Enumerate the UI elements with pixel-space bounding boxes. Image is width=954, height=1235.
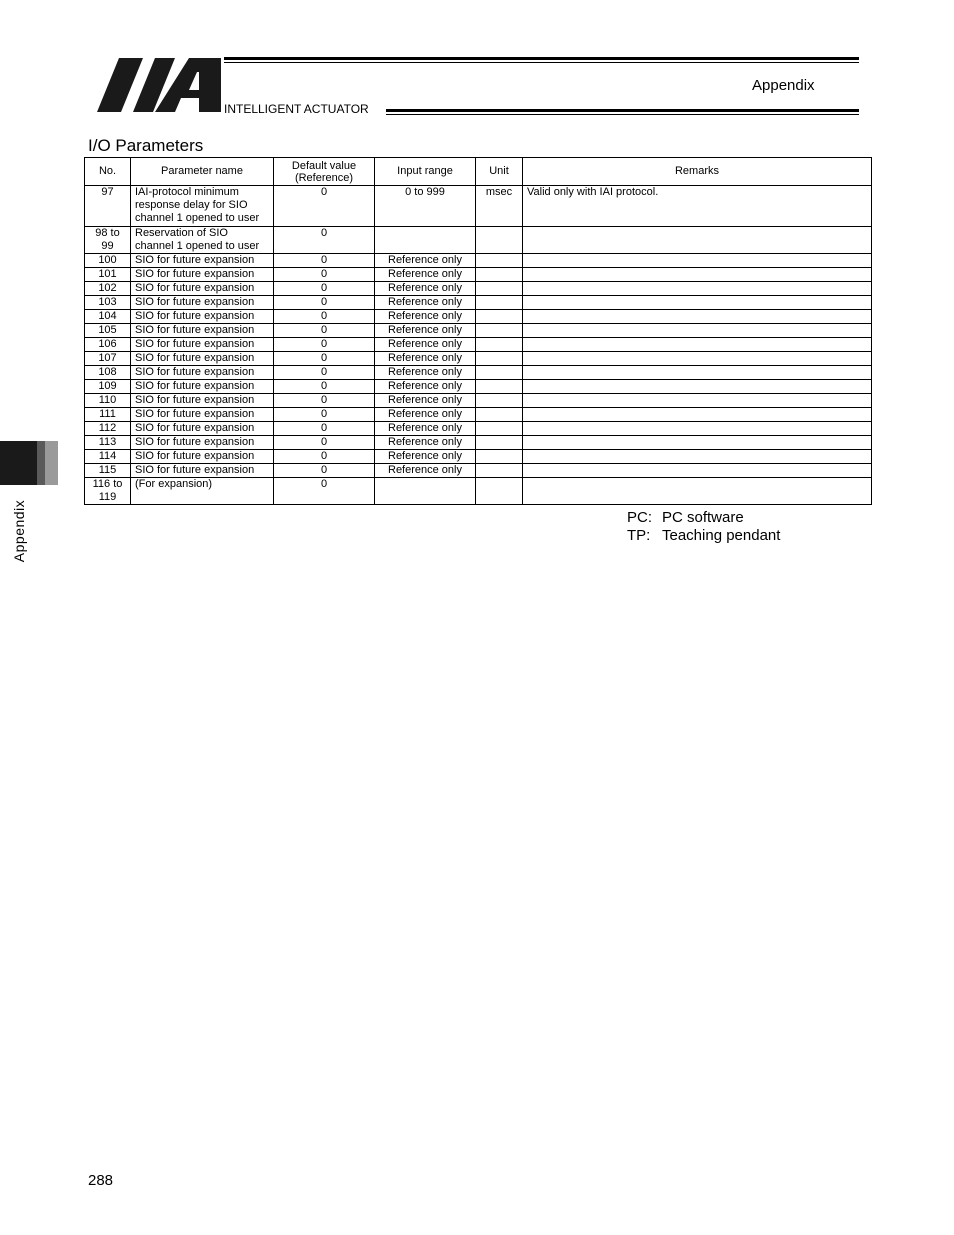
cell-no: 101 — [85, 268, 131, 282]
side-tab-marker — [0, 441, 37, 485]
cell-default: 0 — [274, 408, 375, 422]
cell-remarks — [523, 394, 872, 408]
table-row — [85, 296, 872, 310]
cell-remarks — [523, 227, 872, 254]
table-row — [85, 408, 872, 422]
table-row — [85, 478, 872, 505]
cell-unit: msec — [476, 186, 523, 227]
cell-unit — [476, 296, 523, 310]
cell-unit — [476, 352, 523, 366]
cell-unit — [476, 227, 523, 254]
cell-name: SIO for future expansion — [131, 380, 274, 394]
cell-name: SIO for future expansion — [131, 296, 274, 310]
cell-range: Reference only — [375, 352, 476, 366]
header-rule-top — [224, 57, 859, 60]
cell-default: 0 — [274, 394, 375, 408]
cell-range: Reference only — [375, 310, 476, 324]
cell-range — [375, 478, 476, 505]
table-header-row — [85, 158, 872, 186]
header-rule-bottom-thin — [386, 114, 859, 115]
cell-range: Reference only — [375, 282, 476, 296]
column-header: Input range — [375, 158, 476, 186]
cell-unit — [476, 422, 523, 436]
cell-name: SIO for future expansion — [131, 436, 274, 450]
cell-name: SIO for future expansion — [131, 254, 274, 268]
cell-name: SIO for future expansion — [131, 464, 274, 478]
cell-unit — [476, 436, 523, 450]
cell-default: 0 — [274, 282, 375, 296]
cell-range: Reference only — [375, 296, 476, 310]
cell-default: 0 — [274, 324, 375, 338]
table-row — [85, 186, 872, 227]
cell-unit — [476, 324, 523, 338]
column-header: Parameter name — [131, 158, 274, 186]
cell-default: 0 — [274, 296, 375, 310]
cell-remarks — [523, 380, 872, 394]
cell-name: SIO for future expansion — [131, 352, 274, 366]
cell-range: Reference only — [375, 324, 476, 338]
side-tab-label: Appendix — [11, 499, 27, 563]
cell-unit — [476, 394, 523, 408]
column-header: Default value (Reference) — [274, 158, 375, 186]
cell-range: Reference only — [375, 366, 476, 380]
cell-name: SIO for future expansion — [131, 338, 274, 352]
cell-name: Reservation of SIO channel 1 opened to user — [131, 227, 274, 254]
io-parameters-table — [84, 157, 872, 505]
cell-name: SIO for future expansion — [131, 324, 274, 338]
cell-remarks — [523, 422, 872, 436]
cell-remarks — [523, 268, 872, 282]
cell-unit — [476, 408, 523, 422]
cell-no: 108 — [85, 366, 131, 380]
cell-no: 111 — [85, 408, 131, 422]
section-title: Appendix — [752, 77, 815, 94]
cell-default: 0 — [274, 268, 375, 282]
cell-remarks — [523, 254, 872, 268]
table-row — [85, 394, 872, 408]
column-header: Remarks — [523, 158, 872, 186]
cell-default: 0 — [274, 352, 375, 366]
side-tab-marker-mid — [37, 441, 45, 485]
cell-remarks — [523, 352, 872, 366]
cell-unit — [476, 366, 523, 380]
cell-unit — [476, 464, 523, 478]
cell-remarks — [523, 338, 872, 352]
table-body — [85, 186, 872, 505]
cell-range: Reference only — [375, 408, 476, 422]
cell-remarks — [523, 324, 872, 338]
cell-default: 0 — [274, 310, 375, 324]
cell-range: Reference only — [375, 338, 476, 352]
column-header: No. — [85, 158, 131, 186]
cell-remarks — [523, 366, 872, 380]
table-row — [85, 338, 872, 352]
cell-no: 100 — [85, 254, 131, 268]
legend-item: TP: Teaching pendant — [627, 527, 781, 544]
cell-name: SIO for future expansion — [131, 268, 274, 282]
table-row — [85, 422, 872, 436]
cell-range — [375, 227, 476, 254]
cell-no: 106 — [85, 338, 131, 352]
cell-no: 104 — [85, 310, 131, 324]
cell-unit — [476, 310, 523, 324]
cell-range: Reference only — [375, 394, 476, 408]
cell-default: 0 — [274, 366, 375, 380]
cell-remarks — [523, 464, 872, 478]
column-header: Unit — [476, 158, 523, 186]
cell-no: 98 to 99 — [85, 227, 131, 254]
cell-remarks — [523, 310, 872, 324]
table-row — [85, 310, 872, 324]
cell-name: SIO for future expansion — [131, 366, 274, 380]
cell-unit — [476, 478, 523, 505]
cell-name: SIO for future expansion — [131, 310, 274, 324]
cell-remarks — [523, 282, 872, 296]
page-number: 288 — [88, 1172, 114, 1189]
cell-range: Reference only — [375, 254, 476, 268]
table-row — [85, 254, 872, 268]
cell-no: 109 — [85, 380, 131, 394]
header-rule-bottom — [386, 109, 859, 112]
cell-range: Reference only — [375, 422, 476, 436]
cell-unit — [476, 282, 523, 296]
table-row — [85, 436, 872, 450]
table-row — [85, 450, 872, 464]
cell-remarks — [523, 296, 872, 310]
cell-default: 0 — [274, 478, 375, 505]
side-tab-marker-light — [45, 441, 58, 485]
table-row — [85, 366, 872, 380]
table-row — [85, 268, 872, 282]
cell-remarks: Valid only with IAI protocol. — [523, 186, 872, 227]
cell-default: 0 — [274, 450, 375, 464]
table-row — [85, 282, 872, 296]
cell-default: 0 — [274, 380, 375, 394]
cell-range: Reference only — [375, 436, 476, 450]
cell-default: 0 — [274, 464, 375, 478]
cell-name: SIO for future expansion — [131, 408, 274, 422]
cell-unit — [476, 254, 523, 268]
cell-default: 0 — [274, 254, 375, 268]
cell-no: 116 to 119 — [85, 478, 131, 505]
cell-no: 112 — [85, 422, 131, 436]
cell-unit — [476, 268, 523, 282]
cell-range: Reference only — [375, 380, 476, 394]
cell-range: Reference only — [375, 450, 476, 464]
cell-unit — [476, 450, 523, 464]
cell-remarks — [523, 436, 872, 450]
table-row — [85, 324, 872, 338]
header-rule-top-thin — [224, 62, 859, 63]
cell-remarks — [523, 478, 872, 505]
page-title: I/O Parameters — [88, 136, 204, 155]
cell-no: 115 — [85, 464, 131, 478]
cell-range: Reference only — [375, 464, 476, 478]
cell-unit — [476, 338, 523, 352]
cell-no: 107 — [85, 352, 131, 366]
cell-unit — [476, 380, 523, 394]
company-name: INTELLIGENT ACTUATOR — [224, 102, 369, 116]
cell-no: 97 — [85, 186, 131, 227]
table-row — [85, 464, 872, 478]
abbreviation-legend — [627, 509, 780, 545]
iai-logo-icon — [97, 58, 221, 112]
cell-no: 105 — [85, 324, 131, 338]
cell-default: 0 — [274, 338, 375, 352]
legend-item: PC: PC software — [627, 509, 744, 526]
cell-name: SIO for future expansion — [131, 282, 274, 296]
cell-name: SIO for future expansion — [131, 422, 274, 436]
cell-name: IAI-protocol minimum response delay for SIO channel 1 opened to user — [131, 186, 274, 227]
cell-remarks — [523, 408, 872, 422]
cell-range: 0 to 999 — [375, 186, 476, 227]
cell-no: 110 — [85, 394, 131, 408]
cell-remarks — [523, 450, 872, 464]
cell-default: 0 — [274, 436, 375, 450]
table-row — [85, 352, 872, 366]
cell-default: 0 — [274, 186, 375, 227]
cell-range: Reference only — [375, 268, 476, 282]
cell-name: SIO for future expansion — [131, 394, 274, 408]
cell-no: 114 — [85, 450, 131, 464]
cell-no: 103 — [85, 296, 131, 310]
table-row — [85, 227, 872, 254]
cell-name: SIO for future expansion — [131, 450, 274, 464]
table-row — [85, 380, 872, 394]
cell-name: (For expansion) — [131, 478, 274, 505]
cell-no: 113 — [85, 436, 131, 450]
cell-default: 0 — [274, 227, 375, 254]
cell-default: 0 — [274, 422, 375, 436]
cell-no: 102 — [85, 282, 131, 296]
